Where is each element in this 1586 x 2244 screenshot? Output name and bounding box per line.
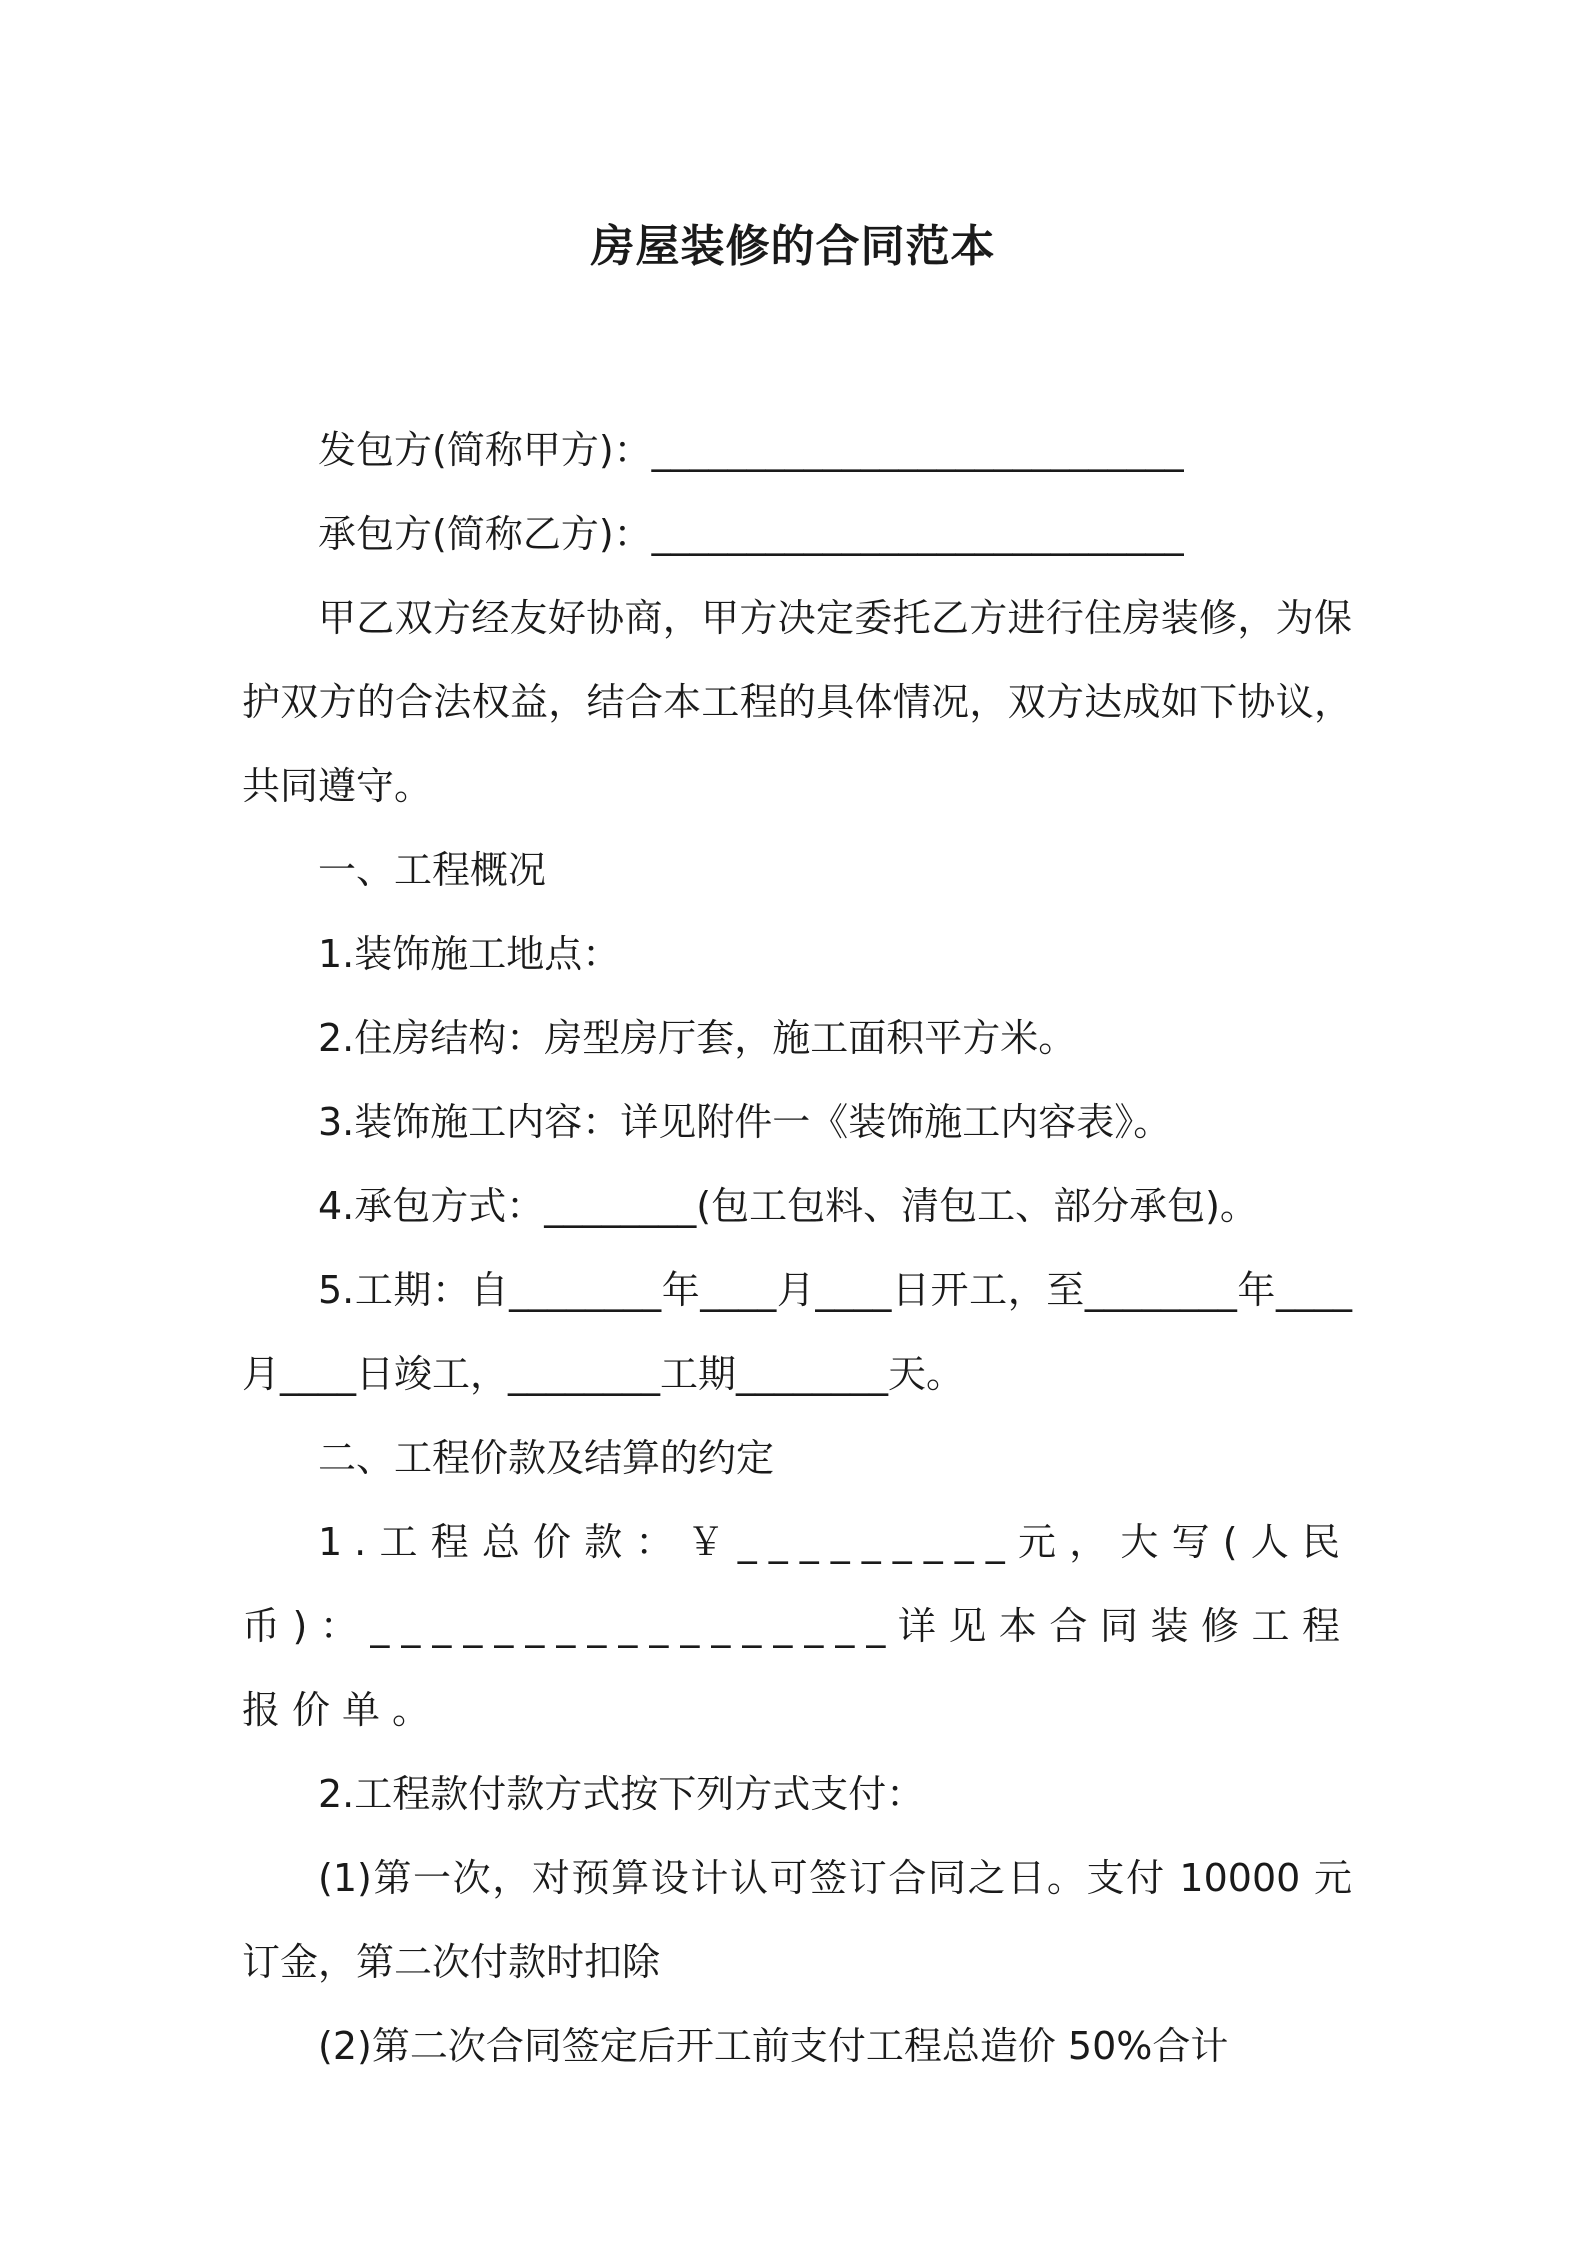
clause-second-payment: (2)第二次合同签定后开工前支付工程总造价 50%合计 [318, 2024, 1229, 2068]
clause-construction-content: 3.装饰施工内容：详见附件一《装饰施工内容表》。 [318, 1100, 1172, 1144]
clause-schedule: 5.工期：自________年____月____日开工，至________年____月____日竣工，________工期________天。 [242, 1268, 1352, 1396]
section-heading-overview: 一、工程概况 [318, 848, 547, 892]
document-title: 房屋装修的合同范本 [590, 221, 996, 272]
clause-total-price: 1.工程总价款：￥_________元，大写(人民币)：_________________详见本合同装修工程报价单。 [242, 1520, 1352, 1732]
document-body [242, 408, 1352, 2088]
preamble-paragraph: 甲乙双方经友好协商，甲方决定委托乙方进行住房装修，为保护双方的合法权益，结合本工程的具体情况，双方达成如下协议，共同遵守。 [242, 596, 1352, 808]
clause-contract-method: 4.承包方式：________(包工包料、清包工、部分承包)。 [318, 1184, 1258, 1228]
section-heading-price: 二、工程价款及结算的约定 [318, 1436, 775, 1480]
clause-first-payment: (1)第一次，对预算设计认可签订合同之日。支付 10000 元订金，第二次付款时扣除 [242, 1856, 1352, 1984]
clause-housing-structure: 2.住房结构：房型房厅套，施工面积平方米。 [318, 1016, 1077, 1060]
party-a-line: 发包方(简称甲方)：____________________________ [318, 428, 1184, 472]
clause-payment-method: 2.工程款付款方式按下列方式支付： [318, 1772, 925, 1816]
clause-construction-site: 1.装饰施工地点： [318, 932, 621, 976]
party-b-line: 承包方(简称乙方)：____________________________ [318, 512, 1184, 556]
